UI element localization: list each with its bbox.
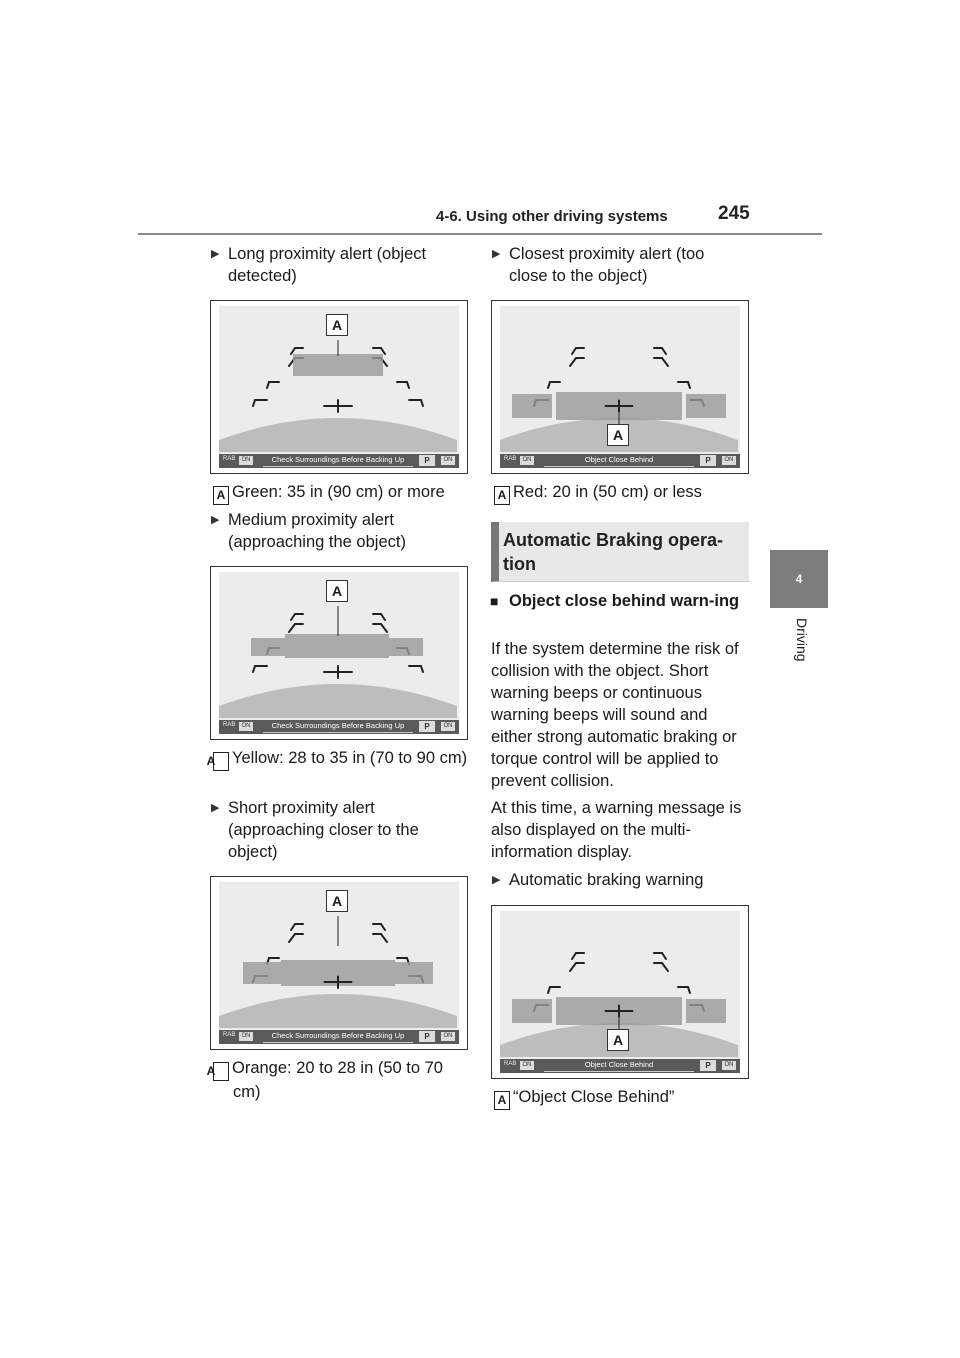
on-badge: ON	[239, 1032, 253, 1041]
bullet-text: Automatic braking warning	[509, 871, 704, 889]
rab-label: RAB	[223, 722, 236, 728]
alert-title-text: Long proximity alert (object detected)	[228, 245, 427, 285]
on-badge: ON	[520, 456, 534, 465]
alert-title-long	[211, 243, 458, 287]
display-screen	[500, 306, 740, 468]
screen-figure-long	[210, 300, 468, 474]
status-bar	[219, 1030, 459, 1044]
message-underline	[263, 1042, 413, 1043]
screen-message: Check Surroundings Before Backing Up	[271, 455, 405, 464]
display-screen	[219, 306, 459, 468]
on-badge: ON	[520, 1061, 534, 1070]
on-badge: ON	[441, 456, 455, 465]
chapter-tab	[770, 550, 828, 608]
status-bar	[500, 1059, 740, 1073]
bullet-triangle-icon: ▶	[211, 248, 220, 260]
screen-figure-medium	[210, 566, 468, 740]
parking-sensor-icon: P	[419, 721, 435, 732]
caption-text: “Object Close Behind”	[513, 1088, 675, 1106]
parking-sensor-icon: P	[700, 1060, 716, 1071]
status-bar	[219, 454, 459, 468]
bullet-triangle-icon: ▶	[211, 514, 220, 526]
screen-figure-braking	[491, 905, 749, 1079]
alert-title-text: Short proximity alert (approaching closer to the object)	[228, 799, 419, 861]
caption-text: Green: 35 in (90 cm) or more	[232, 483, 445, 501]
subheading	[490, 590, 749, 612]
screen-message: Object Close Behind	[584, 455, 654, 464]
paragraph-message: At this time, a warning message is also displayed on the multi-information display.	[491, 799, 742, 861]
screen-figure-short	[210, 876, 468, 1050]
caption-text: Red: 20 in (50 cm) or less	[513, 483, 702, 501]
label-a: A	[607, 1029, 629, 1051]
section-title: 4-6. Using other driving systems	[436, 208, 668, 225]
screen-message: Object Close Behind	[584, 1060, 654, 1069]
caption-medium	[206, 747, 468, 771]
chapter-label: Driving	[794, 618, 810, 662]
alert-title-text: Closest proximity alert (too close to the object)	[509, 245, 705, 285]
screen-message: Check Surroundings Before Backing Up	[271, 1031, 405, 1040]
alert-title-closest	[492, 243, 744, 287]
label-a: A	[607, 424, 629, 446]
square-bullet-icon: ■	[490, 593, 499, 609]
on-badge: ON	[722, 456, 736, 465]
bullet-triangle-icon: ▶	[492, 874, 501, 886]
display-screen	[500, 911, 740, 1073]
on-badge: ON	[441, 1032, 455, 1041]
rab-label: RAB	[223, 456, 236, 462]
display-screen	[219, 572, 459, 734]
section-heading: Automatic Braking opera-tion	[491, 522, 749, 582]
caption-closest	[494, 481, 749, 505]
status-bar	[219, 720, 459, 734]
label-a: A	[326, 890, 348, 912]
rab-label: RAB	[504, 456, 517, 462]
label-a: A	[326, 314, 348, 336]
label-a-box: A	[213, 486, 229, 505]
bullet-triangle-icon: ▶	[492, 248, 501, 260]
caption-braking	[494, 1086, 749, 1110]
header-rule	[138, 233, 822, 235]
screen-figure-closest	[491, 300, 749, 474]
rab-label: RAB	[504, 1061, 517, 1067]
display-screen	[219, 882, 459, 1044]
bullet-braking-warning	[492, 869, 744, 891]
message-underline	[544, 466, 694, 467]
parking-sensor-icon: P	[419, 455, 435, 466]
caption-short	[206, 1057, 468, 1103]
caption-text: Yellow: 28 to 35 in (70 to 90 cm)	[232, 749, 468, 767]
label-a-box: A	[213, 752, 229, 771]
status-bar	[500, 454, 740, 468]
screen-message: Check Surroundings Before Backing Up	[271, 721, 405, 730]
label-a-box: A	[213, 1062, 229, 1081]
on-badge: ON	[722, 1061, 736, 1070]
on-badge: ON	[441, 722, 455, 731]
label-a-box: A	[494, 486, 510, 505]
label-a: A	[326, 580, 348, 602]
page-number: 245	[718, 203, 750, 224]
alert-title-text: Medium proximity alert (approaching the object)	[228, 511, 406, 551]
parking-sensor-icon: P	[419, 1031, 435, 1042]
paragraph-risk: If the system determine the risk of collision with the object. Short warning beeps or continuous warning beeps will sound and either strong automatic braking or torque control will be applied to prevent collision.	[491, 640, 739, 790]
message-underline	[263, 732, 413, 733]
on-badge: ON	[239, 722, 253, 731]
subheading-text: Object close behind warn-ing	[509, 592, 740, 610]
message-underline	[544, 1071, 694, 1072]
bullet-triangle-icon: ▶	[211, 802, 220, 814]
label-a-box: A	[494, 1091, 510, 1110]
alert-title-medium	[211, 509, 458, 553]
chapter-number: 4	[795, 572, 803, 586]
caption-text: Orange: 20 to 28 in (50 to 70 cm)	[232, 1059, 443, 1101]
alert-title-short	[211, 797, 458, 863]
on-badge: ON	[239, 456, 253, 465]
message-underline	[263, 466, 413, 467]
rab-label: RAB	[223, 1032, 236, 1038]
caption-long	[213, 481, 468, 505]
parking-sensor-icon: P	[700, 455, 716, 466]
